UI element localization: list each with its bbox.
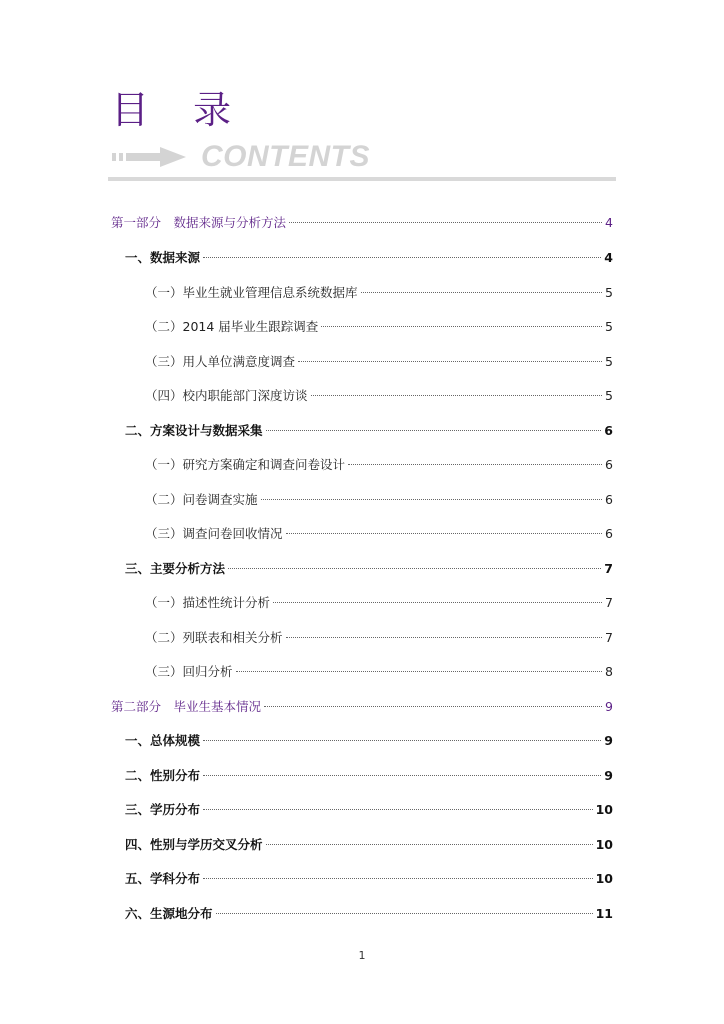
toc-entry-label: （一）毕业生就业管理信息系统数据库 <box>145 285 358 300</box>
dot-leader <box>311 395 603 396</box>
toc-entry-section[interactable] <box>125 904 613 924</box>
toc-entry-section[interactable] <box>125 731 613 751</box>
toc-entry-label: （二）问卷调查实施 <box>145 492 258 507</box>
toc-entry-page: 10 <box>595 802 613 817</box>
dot-leader <box>203 809 593 810</box>
toc-entry-label: （三）用人单位满意度调查 <box>145 354 296 369</box>
dot-leader <box>216 913 593 914</box>
dot-leader <box>236 671 603 672</box>
toc-entry-subsection[interactable] <box>145 352 613 372</box>
toc-entry-label: （三）回归分析 <box>145 664 233 679</box>
dot-leader <box>273 602 602 603</box>
arrow-right-icon <box>112 146 188 168</box>
header-divider <box>108 177 616 181</box>
toc-entry-page: 5 <box>605 388 613 403</box>
toc-entry-page: 4 <box>605 215 613 230</box>
toc-entry-page: 9 <box>604 768 613 783</box>
dot-leader <box>264 706 602 707</box>
toc-entry-page: 9 <box>605 699 613 714</box>
toc-entry-page: 6 <box>604 423 613 438</box>
toc-entry-subsection[interactable] <box>145 283 613 303</box>
toc-entry-page: 7 <box>605 630 613 645</box>
toc-entry-page: 7 <box>605 595 613 610</box>
toc-entry-page: 6 <box>605 526 613 541</box>
toc-entry-label: 第一部分 数据来源与分析方法 <box>111 215 287 230</box>
toc-entry-part-1[interactable] <box>111 213 613 233</box>
dot-leader <box>203 740 601 741</box>
toc-entry-label: （二）列联表和相关分析 <box>145 630 283 645</box>
dot-leader <box>203 775 601 776</box>
toc-entry-label: （二）2014 届毕业生跟踪调查 <box>145 319 319 334</box>
toc-entry-subsection[interactable] <box>145 662 613 682</box>
page-title: 目 录 <box>111 88 248 132</box>
toc-entry-page: 5 <box>605 285 613 300</box>
toc-entry-section[interactable] <box>125 800 613 820</box>
toc-entry-label: 五、学科分布 <box>125 871 201 886</box>
toc-entry-page: 4 <box>604 250 613 265</box>
dot-leader <box>203 257 601 258</box>
toc-entry-subsection[interactable] <box>145 524 613 544</box>
dot-leader <box>266 844 593 845</box>
toc-entry-label: 二、性别分布 <box>125 768 201 783</box>
contents-banner <box>112 140 412 172</box>
dot-leader <box>228 568 601 569</box>
dot-leader <box>261 499 603 500</box>
toc-entry-section[interactable] <box>125 869 613 889</box>
contents-heading: CONTENTS <box>201 140 370 173</box>
toc-entry-label: （一）研究方案确定和调查问卷设计 <box>145 457 346 472</box>
toc-entry-section[interactable] <box>125 559 613 579</box>
toc-entry-page: 9 <box>604 733 613 748</box>
toc-entry-label: 四、性别与学历交叉分析 <box>125 837 263 852</box>
toc-entry-page: 6 <box>605 492 613 507</box>
toc-entry-page: 5 <box>605 319 613 334</box>
toc-entry-page: 11 <box>595 906 613 921</box>
toc-entry-subsection[interactable] <box>145 593 613 613</box>
toc-entry-page: 5 <box>605 354 613 369</box>
dot-leader <box>286 533 603 534</box>
toc-entry-subsection[interactable] <box>145 317 613 337</box>
dot-leader <box>266 430 602 431</box>
toc-entry-subsection[interactable] <box>145 386 613 406</box>
toc-entry-subsection[interactable] <box>145 628 613 648</box>
toc-entry-label: （四）校内职能部门深度访谈 <box>145 388 308 403</box>
toc-entry-label: 二、方案设计与数据采集 <box>125 423 263 438</box>
toc-entry-section[interactable] <box>125 766 613 786</box>
toc-entry-subsection[interactable] <box>145 490 613 510</box>
toc-entry-label: 三、主要分析方法 <box>125 561 226 576</box>
toc-entry-section[interactable] <box>125 835 613 855</box>
toc-entry-subsection[interactable] <box>145 455 613 475</box>
toc-entry-part-2[interactable] <box>111 697 613 717</box>
dot-leader <box>289 222 602 223</box>
toc-entry-label: 一、总体规模 <box>125 733 201 748</box>
toc-entry-label: 第二部分 毕业生基本情况 <box>111 699 262 714</box>
dot-leader <box>348 464 602 465</box>
toc-entry-page: 10 <box>595 837 613 852</box>
dot-leader <box>203 878 593 879</box>
toc-entry-page: 10 <box>595 871 613 886</box>
dot-leader <box>298 361 602 362</box>
toc-entry-section[interactable] <box>125 248 613 268</box>
dot-leader <box>321 326 602 327</box>
toc-entry-page: 6 <box>605 457 613 472</box>
page-number: 1 <box>358 949 366 962</box>
toc-entry-label: 三、学历分布 <box>125 802 201 817</box>
toc-entry-label: （一）描述性统计分析 <box>145 595 271 610</box>
toc-entry-page: 7 <box>604 561 613 576</box>
dot-leader <box>361 292 603 293</box>
toc-entry-label: （三）调查问卷回收情况 <box>145 526 283 541</box>
dot-leader <box>286 637 603 638</box>
toc-entry-page: 8 <box>605 664 613 679</box>
toc-entry-label: 六、生源地分布 <box>125 906 213 921</box>
toc-entry-section[interactable] <box>125 421 613 441</box>
toc-entry-label: 一、数据来源 <box>125 250 201 265</box>
